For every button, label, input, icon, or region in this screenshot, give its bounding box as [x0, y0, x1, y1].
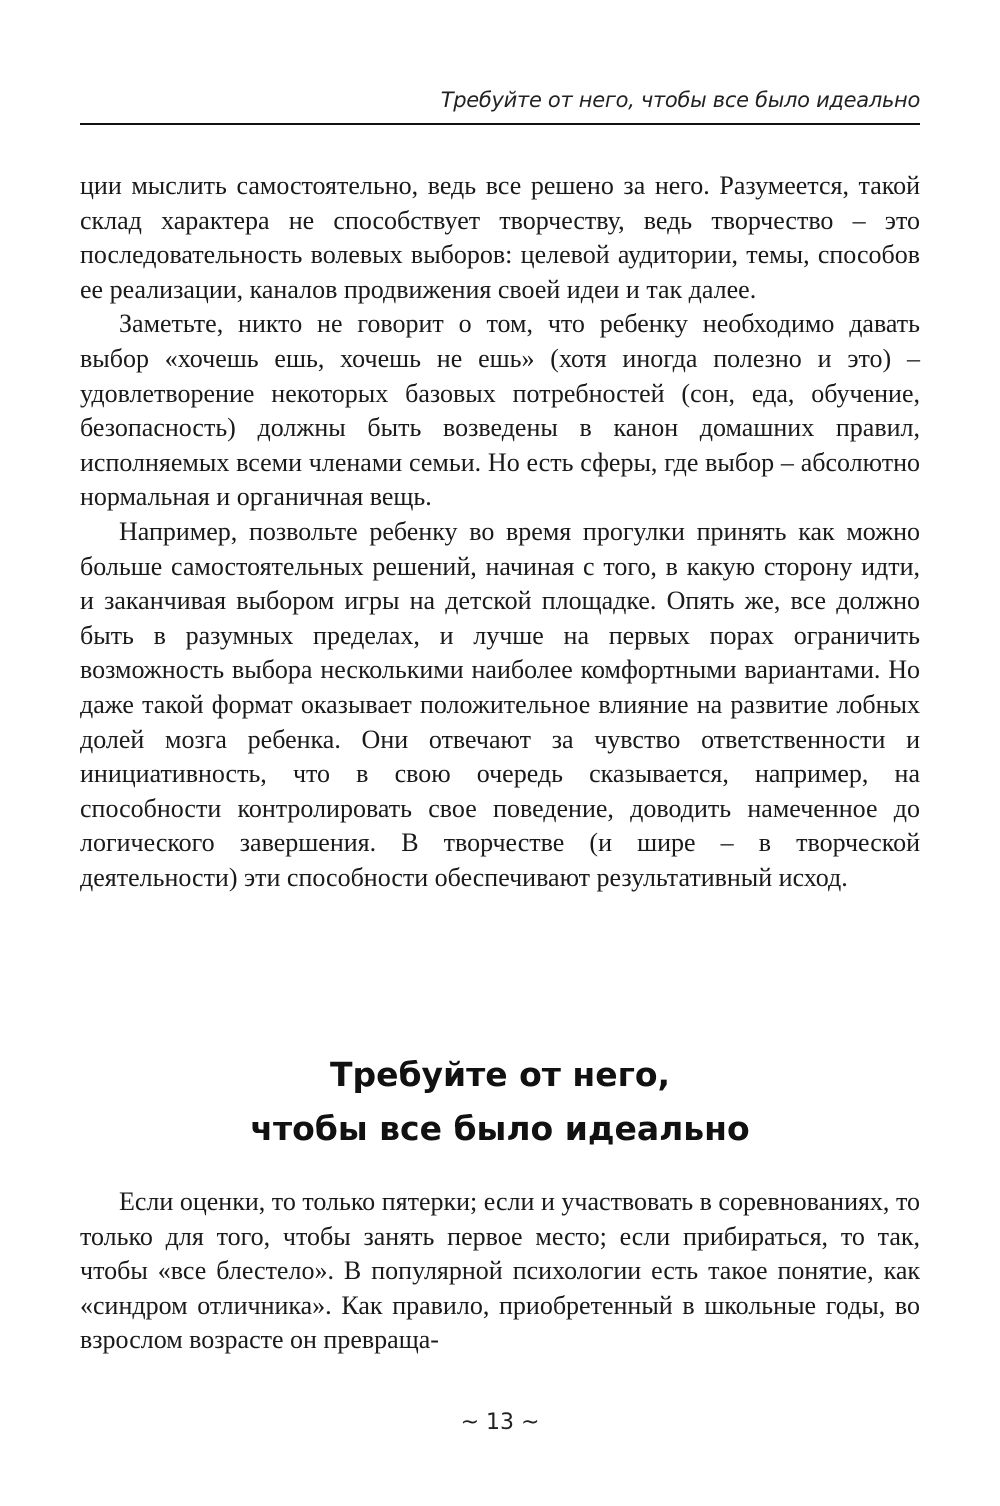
paragraph: Например, позвольте ребенку во время прогулки принять как можно больше самостоятельных решений, начиная с того, в какую сторону идти, и заканчивая выбором игры на детской площадке. Опять же, все должно быть в разумных пределах, и лучше на первых порах ограничить возможность выбора несколькими наиболее комфортными вариантами. Но даже такой формат оказывает положительное влияние на развитие лобных долей мозга ребенка. Они отвечают за чувство ответственности и инициативность, что в свою очередь сказывается, например, на способности контролировать свое поведение, доводить намеченное до логического завершения. В творчестве (и шире – в творческой деятельности) эти способности обеспечивают результативный исход.: [80, 516, 920, 892]
paragraph: Если оценки, то только пятерки; если и участвовать в соревнованиях, то только для того, чтобы занять первое место; если прибираться, то так, чтобы «все блестело». В популярной психологии есть такое понятие, как «синдром отличника». Как правило, приобретенный в школьные годы, во взрослом возрасте он превраща-: [80, 1187, 920, 1355]
paragraph: Заметьте, никто не говорит о том, что ребенку необходимо давать выбор «хочешь ешь, хочешь не ешь» (хотя иногда полезно и это) – удовлетворение некоторых базовых потребностей (сон, еда, обучение, безопасность) должны быть возведены в канон домашних правил, исполняемых всеми членами семьи. Но есть сферы, где выбор – абсолютно нормальная и органичная вещь.: [80, 309, 920, 512]
header-rule: [80, 123, 920, 125]
section-title: [80, 1048, 920, 1156]
running-head: Требуйте от него, чтобы все было идеально: [440, 88, 920, 112]
text-block-top: [80, 169, 920, 895]
page-number: ~ 13 ~: [460, 1410, 540, 1435]
text-block-bottom: [80, 1185, 920, 1358]
section-title-line: чтобы все было идеально: [250, 1109, 750, 1148]
paragraph: ции мыслить самостоятельно, ведь все решено за него. Разумеется, такой склад характера не способствует творчеству, ведь творчество – это последовательность волевых выборов: целевой аудитории, темы, способов ее реализации, каналов продвижения своей идеи и так далее.: [80, 171, 920, 304]
section-title-line: Требуйте от него,: [329, 1055, 671, 1094]
